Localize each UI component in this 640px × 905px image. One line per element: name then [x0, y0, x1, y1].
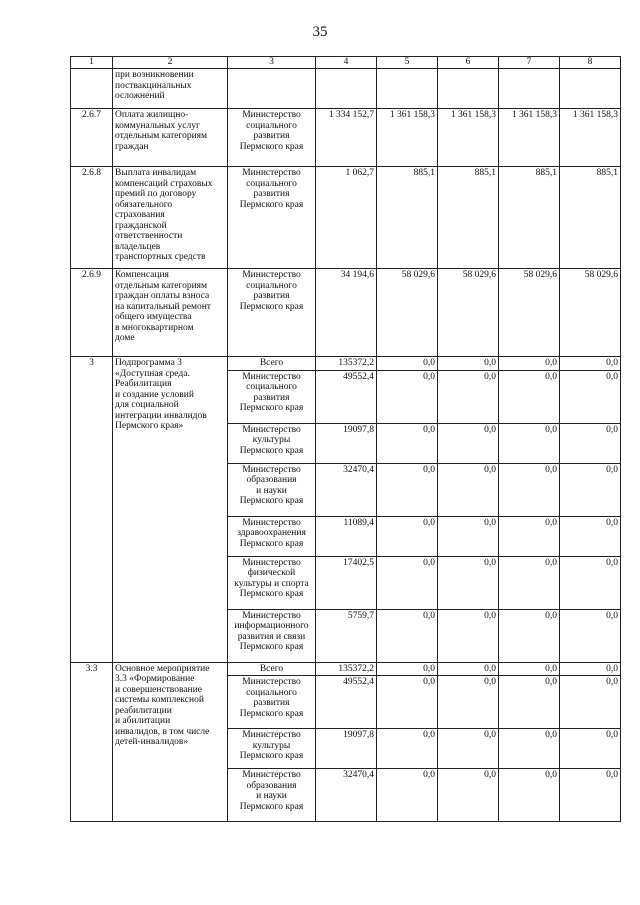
header-cell: 1	[71, 57, 113, 69]
row-value-cell: 19097,8	[316, 729, 377, 769]
row-value-cell: 885,1	[499, 167, 560, 269]
row-value-cell: 0,0	[377, 676, 438, 729]
row-value-cell: 0,0	[499, 556, 560, 609]
row-value-cell: 0,0	[438, 516, 499, 556]
row-value-cell: 0,0	[377, 463, 438, 516]
row-value-cell	[560, 69, 621, 109]
row-value-cell: 0,0	[560, 357, 621, 371]
group-name-cell: Подпрограмма 3 «Доступная среда. Реабилитация и создание условий для социальной интеграции инвалидов Пермского края»	[113, 357, 228, 663]
row-value-cell: 0,0	[499, 463, 560, 516]
row-value-cell: 885,1	[560, 167, 621, 269]
row-name-cell: Оплата жилищно- коммунальных услуг отдельным категориям граждан	[113, 109, 228, 167]
row-value-cell: 885,1	[438, 167, 499, 269]
row-value-cell: 0,0	[560, 423, 621, 463]
row-value-cell: 58 029,6	[438, 269, 499, 357]
row-name-cell: при возникновении поствакцинальных осложнений	[113, 69, 228, 109]
row-value-cell: 19097,8	[316, 423, 377, 463]
page-number: 35	[312, 24, 328, 40]
row-value-cell: 49552,4	[316, 370, 377, 423]
header-cell: 4	[316, 57, 377, 69]
row-number-cell: 2.6.9	[71, 269, 113, 357]
row-value-cell: 0,0	[377, 729, 438, 769]
header-cell: 3	[228, 57, 316, 69]
row-value-cell: 49552,4	[316, 676, 377, 729]
row-value-cell: 32470,4	[316, 463, 377, 516]
row-executor-cell	[228, 69, 316, 109]
row-executor-cell: Министерство образования и науки Пермского края	[228, 463, 316, 516]
group-number-cell: 3.3	[71, 662, 113, 822]
row-value-cell: 0,0	[499, 423, 560, 463]
row-name-cell: Выплата инвалидам компенсаций страховых премий по договору обязательного страхования гражданской ответственности владельцев транспортных средств	[113, 167, 228, 269]
row-value-cell: 17402,5	[316, 556, 377, 609]
row-value-cell: 0,0	[560, 463, 621, 516]
row-value-cell: 11089,4	[316, 516, 377, 556]
table-row	[71, 357, 621, 371]
row-value-cell: 34 194,6	[316, 269, 377, 357]
header-cell: 6	[438, 57, 499, 69]
row-value-cell: 0,0	[560, 729, 621, 769]
budget-table	[70, 56, 621, 822]
table-row	[71, 167, 621, 269]
row-value-cell: 0,0	[560, 662, 621, 676]
row-value-cell: 0,0	[377, 423, 438, 463]
row-value-cell: 0,0	[438, 423, 499, 463]
row-value-cell	[499, 69, 560, 109]
row-name-cell: Компенсация отдельным категориям граждан оплаты взноса на капитальный ремонт общего имущества в многоквартирном доме	[113, 269, 228, 357]
row-value-cell: 0,0	[560, 370, 621, 423]
row-value-cell: 0,0	[560, 676, 621, 729]
row-value-cell: 0,0	[499, 516, 560, 556]
header-cell: 7	[499, 57, 560, 69]
row-value-cell: 1 361 158,3	[560, 109, 621, 167]
header-row	[71, 57, 621, 69]
row-value-cell: 58 029,6	[499, 269, 560, 357]
row-value-cell: 135372,2	[316, 662, 377, 676]
row-value-cell: 0,0	[438, 662, 499, 676]
row-value-cell: 0,0	[377, 516, 438, 556]
continuation-row	[71, 69, 621, 109]
row-value-cell: 0,0	[438, 676, 499, 729]
row-value-cell: 32470,4	[316, 769, 377, 822]
header-cell: 2	[113, 57, 228, 69]
row-value-cell: 1 361 158,3	[377, 109, 438, 167]
row-value-cell: 0,0	[377, 769, 438, 822]
row-value-cell: 0,0	[438, 609, 499, 662]
row-value-cell: 0,0	[438, 729, 499, 769]
row-value-cell: 1 062,7	[316, 167, 377, 269]
row-value-cell: 0,0	[438, 370, 499, 423]
row-value-cell: 0,0	[438, 556, 499, 609]
row-number-cell	[71, 69, 113, 109]
row-value-cell: 0,0	[499, 370, 560, 423]
row-executor-cell: Министерство социального развития Пермского края	[228, 676, 316, 729]
row-value-cell	[438, 69, 499, 109]
header-cell: 5	[377, 57, 438, 69]
row-value-cell: 1 334 152,7	[316, 109, 377, 167]
row-value-cell: 0,0	[377, 357, 438, 371]
group-number-cell: 3	[71, 357, 113, 663]
row-value-cell: 0,0	[499, 729, 560, 769]
row-number-cell: 2.6.8	[71, 167, 113, 269]
row-value-cell: 0,0	[377, 662, 438, 676]
row-executor-cell: Министерство информационного развития и связи Пермского края	[228, 609, 316, 662]
table-body	[71, 57, 621, 822]
row-value-cell	[377, 69, 438, 109]
row-executor-cell: Министерство социального развития Пермского края	[228, 167, 316, 269]
group-name-cell: Основное мероприятие 3.3 «Формирование и совершенствование системы комплексной реабилитации и абилитации инвалидов, в том числе детей-инвалидов»	[113, 662, 228, 822]
row-value-cell: 1 361 158,3	[438, 109, 499, 167]
row-executor-cell: Министерство физической культуры и спорта Пермского края	[228, 556, 316, 609]
row-executor-cell: Министерство культуры Пермского края	[228, 423, 316, 463]
row-executor-cell: Всего	[228, 662, 316, 676]
row-value-cell: 0,0	[499, 769, 560, 822]
row-executor-cell: Министерство социального развития Пермского края	[228, 370, 316, 423]
row-value-cell: 0,0	[377, 370, 438, 423]
table-row	[71, 269, 621, 357]
row-value-cell: 0,0	[438, 357, 499, 371]
row-value-cell: 1 361 158,3	[499, 109, 560, 167]
row-executor-cell: Министерство образования и науки Пермского края	[228, 769, 316, 822]
row-value-cell: 0,0	[499, 662, 560, 676]
row-value-cell: 0,0	[499, 357, 560, 371]
row-executor-cell: Министерство культуры Пермского края	[228, 729, 316, 769]
row-value-cell: 0,0	[560, 516, 621, 556]
row-executor-cell: Министерство здравоохранения Пермского края	[228, 516, 316, 556]
row-value-cell: 5759,7	[316, 609, 377, 662]
row-executor-cell: Всего	[228, 357, 316, 371]
row-executor-cell: Министерство социального развития Пермского края	[228, 269, 316, 357]
row-value-cell: 0,0	[560, 609, 621, 662]
row-value-cell: 885,1	[377, 167, 438, 269]
header-cell: 8	[560, 57, 621, 69]
row-number-cell: 2.6.7	[71, 109, 113, 167]
row-value-cell: 0,0	[377, 609, 438, 662]
row-value-cell: 0,0	[377, 556, 438, 609]
row-executor-cell: Министерство социального развития Пермского края	[228, 109, 316, 167]
row-value-cell: 0,0	[560, 556, 621, 609]
row-value-cell: 0,0	[560, 769, 621, 822]
row-value-cell: 0,0	[499, 676, 560, 729]
row-value-cell: 58 029,6	[377, 269, 438, 357]
row-value-cell: 0,0	[438, 463, 499, 516]
row-value-cell: 58 029,6	[560, 269, 621, 357]
table-row	[71, 662, 621, 676]
row-value-cell: 0,0	[438, 769, 499, 822]
row-value-cell: 135372,2	[316, 357, 377, 371]
row-value-cell: 0,0	[499, 609, 560, 662]
row-value-cell	[316, 69, 377, 109]
table-row	[71, 109, 621, 167]
